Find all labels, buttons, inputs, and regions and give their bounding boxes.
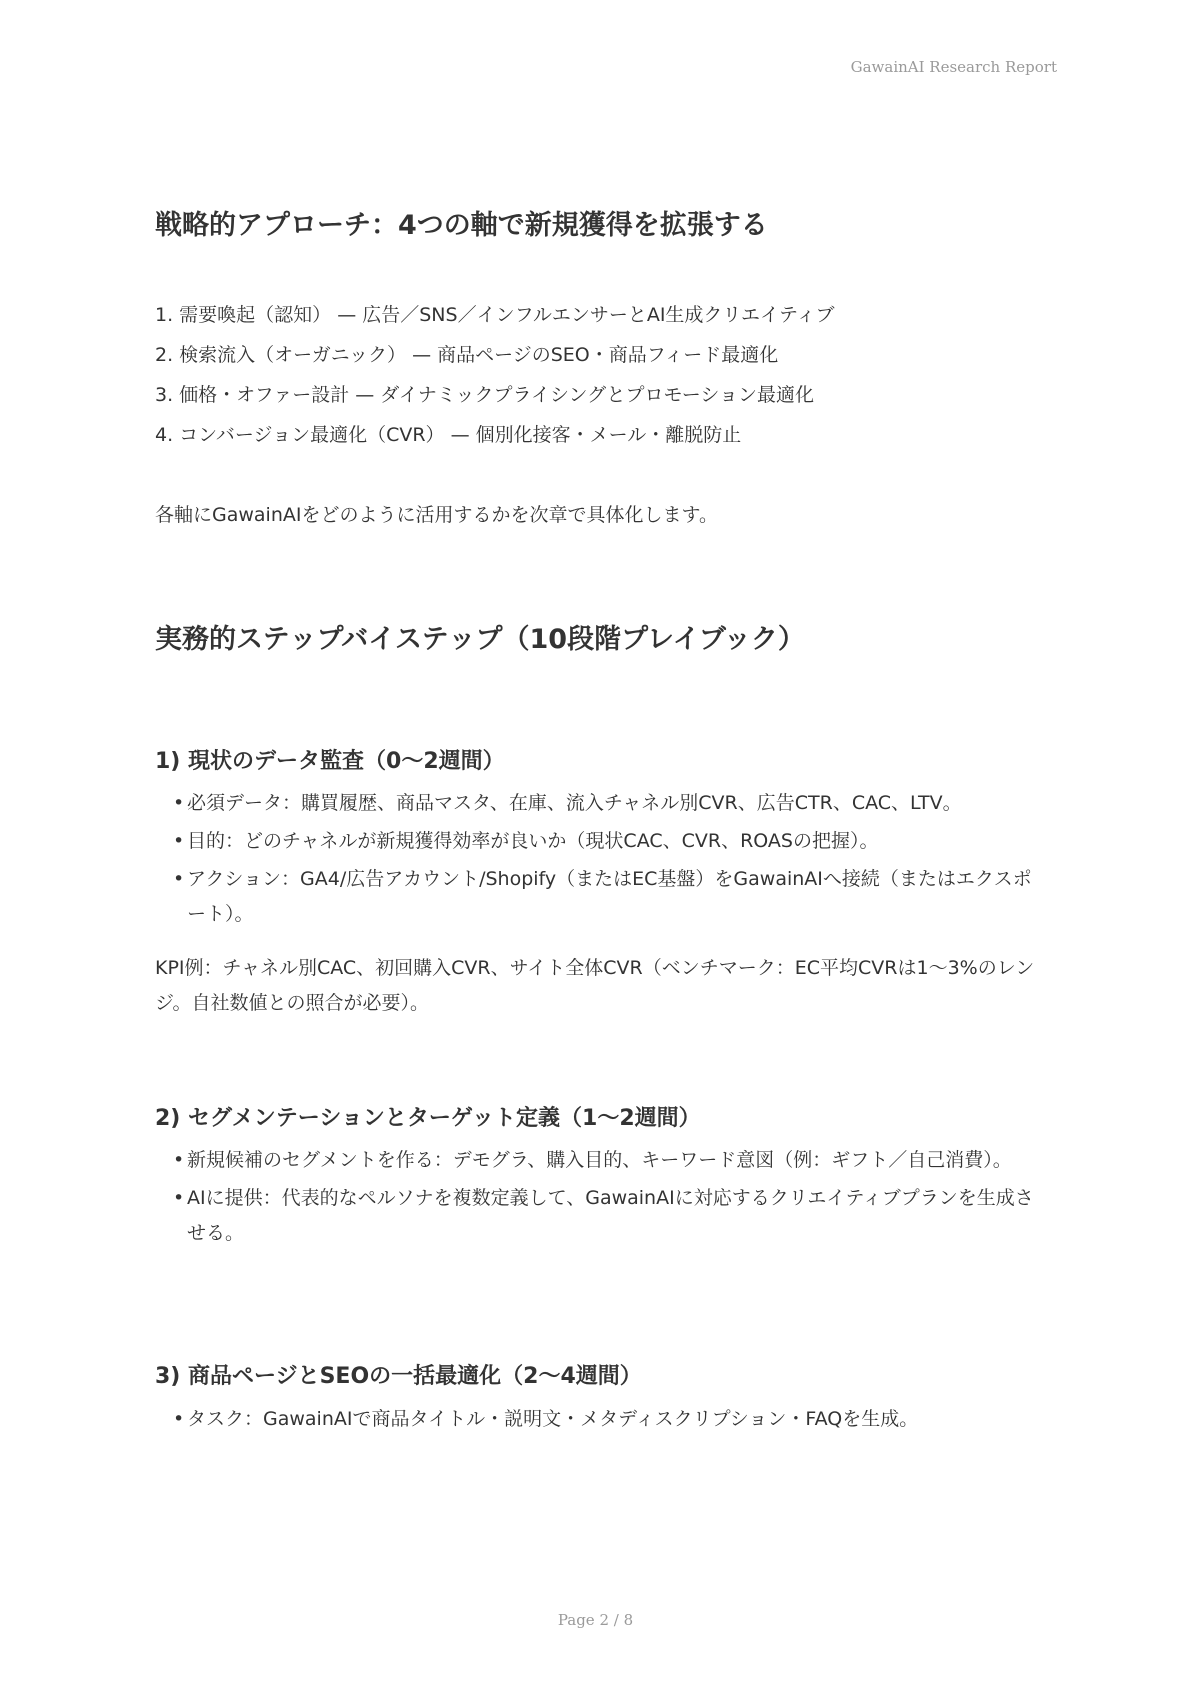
step-3-bullets [173, 1402, 1035, 1440]
step-1-kpi-note: KPI例：チャネル別CAC、初回購入CVR、サイト全体CVR（ベンチマーク：EC平均CVRは1〜3%のレンジ。自社数値との照合が必要）。 [155, 957, 1035, 1014]
strategy-axis-item: 3. 価格・オファー設計 — ダイナミックプライシングとプロモーション最適化 [155, 384, 814, 406]
section-title-strategy: 戦略的アプローチ：4つの軸で新規獲得を拡張する [155, 210, 768, 241]
bullet-item: • 目的：どのチャネルが新規獲得効率が良いか（現状CAC、CVR、ROASの把握）。 [173, 824, 1035, 859]
bullet-item: • アクション：GA4/広告アカウント/Shopify（またはEC基盤）をGawainAIへ接続（またはエクスポート）。 [173, 862, 1035, 932]
section-title-playbook: 実務的ステップバイステップ（10段階プレイブック） [155, 624, 805, 655]
strategy-axis-item: 1. 需要喚起（認知） — 広告／SNS／インフルエンサーとAI生成クリエイティブ [155, 304, 835, 326]
step-title-2: 2) セグメンテーションとターゲット定義（1〜2週間） [155, 1106, 701, 1131]
bullet-item: • タスク：GawainAIで商品タイトル・説明文・メタディスクリプション・FAQを生成。 [173, 1402, 1035, 1437]
bullet-item: • 新規候補のセグメントを作る：デモグラ、購入目的、キーワード意図（例：ギフト／自己消費）。 [173, 1143, 1035, 1178]
strategy-note: 各軸にGawainAIをどのように活用するかを次章で具体化します。 [155, 504, 718, 526]
bullet-item: • AIに提供：代表的なペルソナを複数定義して、GawainAIに対応するクリエイティブプランを生成させる。 [173, 1181, 1035, 1251]
step-title-1: 1) 現状のデータ監査（0〜2週間） [155, 749, 505, 774]
strategy-axis-item: 4. コンバージョン最適化（CVR） — 個別化接客・メール・離脱防止 [155, 424, 742, 446]
page-number: Page 2 / 8 [557, 1611, 634, 1629]
bullet-item: • 必須データ：購買履歴、商品マスタ、在庫、流入チャネル別CVR、広告CTR、CAC、LTV。 [173, 786, 1035, 821]
step-2-bullets [173, 1143, 1035, 1254]
strategy-axis-item: 2. 検索流入（オーガニック） — 商品ページのSEO・商品フィード最適化 [155, 344, 779, 366]
running-header: GawainAI Research Report [850, 58, 1057, 76]
step-title-3: 3) 商品ページとSEOの一括最適化（2〜4週間） [155, 1364, 642, 1389]
step-1-bullets [173, 786, 1035, 935]
page-content [155, 0, 1035, 1600]
